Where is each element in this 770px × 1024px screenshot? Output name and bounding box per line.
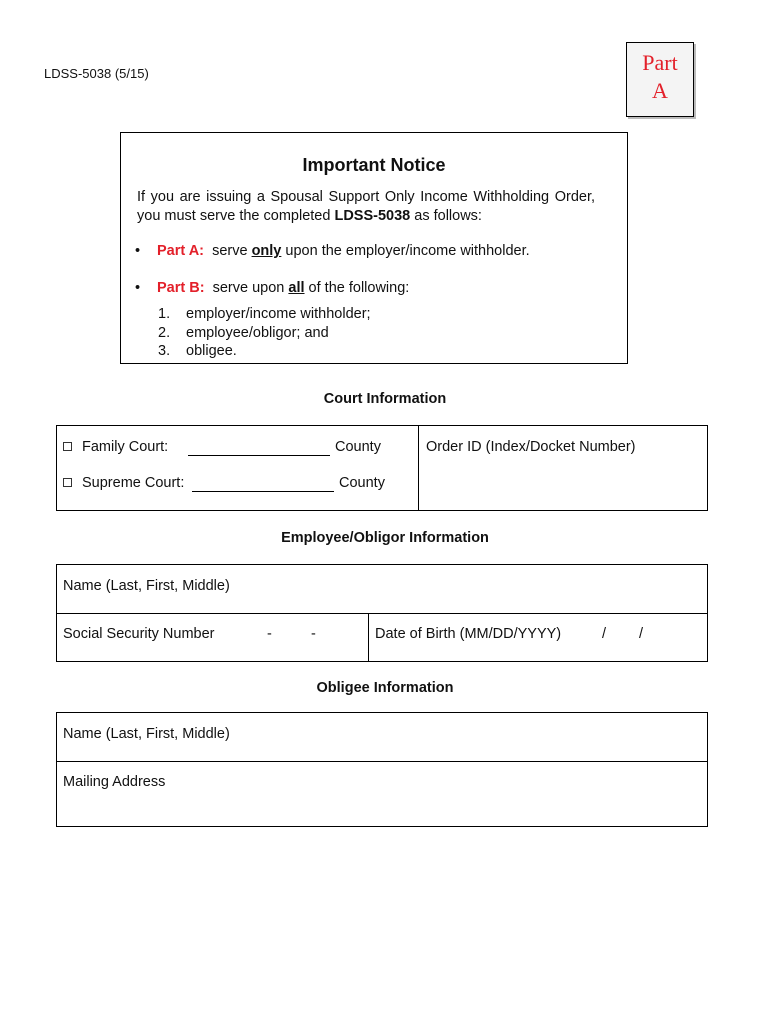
mailing-address-field[interactable]: Mailing Address: [63, 774, 166, 790]
part-b-label: Part B:: [157, 280, 205, 296]
date-of-birth-field[interactable]: Date of Birth (MM/DD/YYYY): [375, 626, 562, 642]
ssn-separator: -: [311, 626, 316, 642]
supreme-court-checkbox[interactable]: [63, 478, 72, 487]
part-b-instruction: [135, 279, 409, 298]
bullet-icon: •: [135, 243, 141, 259]
notice-intro-end: as follows:: [414, 208, 482, 224]
part-badge-line2: A: [652, 78, 668, 103]
obligor-info-table: [56, 564, 708, 662]
part-a-text: serve: [212, 243, 248, 259]
part-a-emphasis: only: [251, 243, 282, 259]
form-id: LDSS-5038 (5/15): [44, 66, 149, 81]
ssn-separator: -: [267, 626, 272, 642]
list-item: 2. employee/obligor; and: [158, 324, 329, 341]
dob-separator: /: [602, 626, 607, 642]
part-badge-line1: Part: [642, 50, 678, 75]
obligee-name-field[interactable]: Name (Last, First, Middle): [63, 726, 230, 742]
list-item: 3. obligee.: [158, 343, 237, 359]
part-a-label: Part A:: [157, 243, 204, 259]
family-county-suffix: County: [335, 439, 381, 455]
court-info-heading: Court Information: [323, 391, 447, 407]
notice-intro-text: If you are issuing a Spousal Support Only Income Withholding Order, you must serve the completed: [137, 189, 595, 224]
supreme-court-county-field[interactable]: [192, 477, 334, 492]
bullet-icon: •: [135, 280, 141, 296]
part-b-emphasis: all: [288, 280, 305, 296]
notice-title: Important Notice: [302, 155, 446, 175]
part-b-text: serve upon: [212, 280, 285, 296]
notice-intro: [137, 188, 595, 226]
part-b-text-end: of the following:: [308, 280, 410, 296]
dob-separator: /: [639, 626, 644, 642]
list-item: 1. employer/income withholder;: [158, 306, 371, 322]
important-notice-box: [120, 132, 628, 364]
recipient-list: [158, 305, 371, 361]
obligor-name-field[interactable]: Name (Last, First, Middle): [63, 578, 230, 594]
part-badge: [626, 42, 694, 117]
supreme-court-row: Supreme Court:: [63, 475, 184, 491]
notice-form-number: LDSS-5038: [334, 208, 411, 224]
family-court-row: Family Court:: [63, 439, 168, 455]
obligor-info-heading: Employee/Obligor Information: [281, 530, 489, 546]
obligee-info-heading: Obligee Information: [316, 680, 454, 696]
family-court-checkbox[interactable]: [63, 442, 72, 451]
court-info-table: [56, 425, 708, 511]
order-id-field[interactable]: Order ID (Index/Docket Number): [426, 439, 636, 455]
ssn-field[interactable]: Social Security Number: [63, 626, 215, 642]
supreme-county-suffix: County: [339, 475, 385, 491]
part-a-text-end: upon the employer/income withholder.: [285, 243, 530, 259]
part-a-instruction: [135, 242, 530, 261]
family-court-county-field[interactable]: [188, 441, 330, 456]
obligee-info-table: [56, 712, 708, 827]
